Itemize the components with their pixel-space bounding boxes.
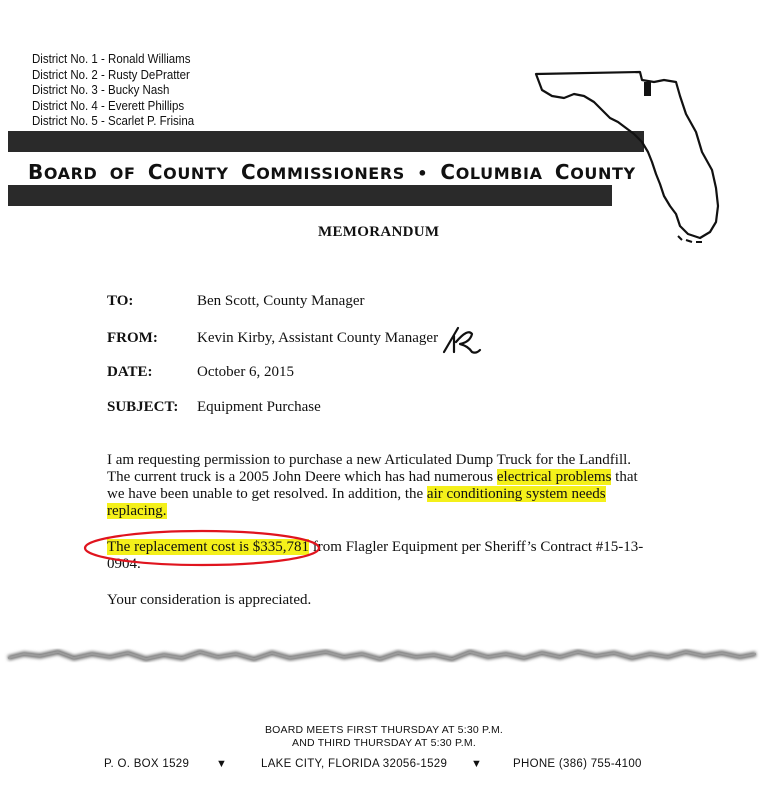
torn-page-edge [0, 640, 768, 676]
footer-separator-1: ▼ [216, 758, 228, 770]
date-value: October 6, 2015 [197, 364, 295, 380]
board-title: BOARD OF COUNTY COMMISSIONERS • COLUMBIA COUNTY [28, 160, 636, 184]
highlight-electrical: electrical problems [496, 469, 612, 485]
district-3: District No. 3 - Bucky Nash [32, 83, 170, 97]
banner-stripe-bottom [8, 185, 612, 206]
district-1: District No. 1 - Ronald Williams [32, 52, 191, 66]
paragraph1-line2: The current truck is a 2005 John Deere which has had numerous electrical problems that [107, 469, 638, 485]
footer-phone: PHONE (386) 755-4100 [513, 758, 642, 770]
subject-value: Equipment Purchase [197, 399, 321, 415]
paragraph2-line2: 0904. [107, 556, 141, 572]
red-circle-annotation [82, 528, 324, 568]
signature-initials-icon [442, 322, 482, 356]
paragraph1-line4 [107, 503, 167, 520]
footer-meets-line1: BOARD MEETS FIRST THURSDAY AT 5:30 P.M. [264, 724, 504, 736]
footer-po-box: P. O. BOX 1529 [104, 758, 190, 770]
highlight-ac: air conditioning system needs [426, 486, 606, 502]
paragraph1-line1: I am requesting permission to purchase a new Articulated Dump Truck for the Landfill. [107, 452, 632, 468]
district-2: District No. 2 - Rusty DePratter [32, 67, 190, 82]
from-value: Kevin Kirby, Assistant County Manager [197, 330, 439, 346]
district-5: District No. 5 - Scarlet P. Frisina [32, 114, 195, 128]
district-4: District No. 4 - Everett Phillips [32, 98, 185, 113]
from-label: FROM: [107, 330, 158, 346]
district-list [32, 52, 194, 130]
footer-meets-line2: AND THIRD THURSDAY AT 5:30 P.M. [292, 737, 476, 749]
footer-separator-2: ▼ [471, 758, 483, 770]
florida-map-icon [530, 66, 730, 246]
closing-line: Your consideration is appreciated. [107, 592, 312, 608]
highlight-replacing: replacing. [107, 503, 167, 519]
to-label: TO: [107, 293, 134, 309]
memo-title: MEMORANDUM [318, 224, 440, 240]
paragraph1-line3: we have been unable to get resolved. In addition, the air conditioning system needs [107, 486, 606, 502]
date-label: DATE: [107, 364, 153, 380]
subject-label: SUBJECT: [107, 399, 179, 415]
highlight-cost: The replacement cost is $335,781 [107, 539, 310, 555]
paragraph2-line1: The replacement cost is $335,781 from Flagler Equipment per Sheriff’s Contract #15-13- [107, 539, 644, 555]
footer-city: LAKE CITY, FLORIDA 32056-1529 [261, 758, 448, 770]
to-value: Ben Scott, County Manager [197, 293, 365, 309]
